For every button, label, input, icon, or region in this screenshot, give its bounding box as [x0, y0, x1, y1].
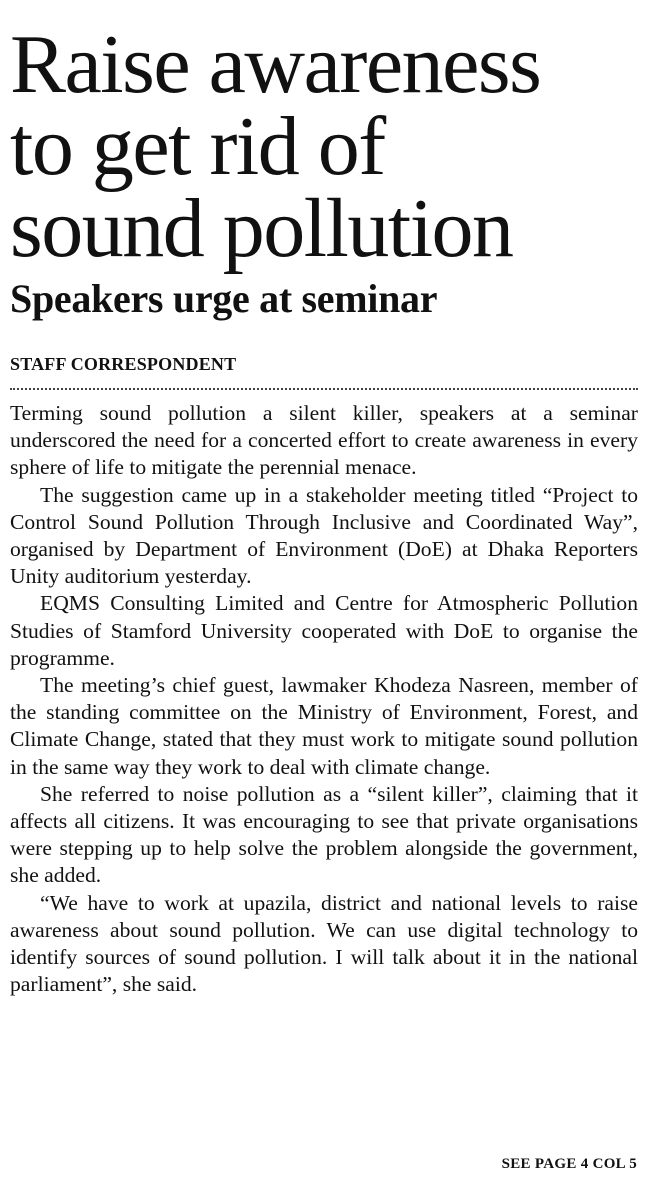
paragraph-3: EQMS Consulting Limited and Centre for Atmospheric Pollution Studies of Stamford University cooperated with DoE to organise the programme. [10, 591, 638, 670]
byline: STAFF CORRESPONDENT [10, 354, 237, 374]
subheadline: Speakers urge at seminar [10, 276, 438, 321]
news-article [10, 0, 638, 998]
article-body [10, 400, 638, 998]
headline-line-3: sound pollution [10, 182, 513, 275]
paragraph-5: She referred to noise pollution as a “silent killer”, claiming that it affects all citizens. It was encouraging to see that private organisations were stepping up to help solve the problem alongside the government, she added. [10, 781, 638, 888]
paragraph-6: “We have to work at upazila, district and national levels to raise awareness about sound pollution. We can use digital technology to identify sources of sound pollution. I will talk about it in the national parliament”, she said. [10, 890, 638, 997]
paragraph-4: The meeting’s chief guest, lawmaker Khodeza Nasreen, member of the standing committee on the Ministry of Environment, Forest, and Climate Change, stated that they must work to mitigate sound pollution in the same way they work to deal with climate change. [10, 673, 638, 779]
paragraph-2: The suggestion came up in a stakeholder meeting titled “Project to Control Sound Pollution Through Inclusive and Coordinated Way”, organised by Department of Environment (DoE) at Dhaka Reporters Unity auditorium yesterday. [10, 482, 638, 589]
headline [10, 18, 638, 275]
paragraph-1: Terming sound pollution a silent killer, speakers at a seminar underscored the need for a concerted effort to create awareness in every sphere of life to mitigate the perennial menace. [10, 401, 638, 480]
headline-line-2: to get rid of [10, 100, 385, 193]
dotted-divider [10, 388, 638, 390]
continuation-note: SEE PAGE 4 COL 5 [501, 1156, 637, 1172]
headline-line-1: Raise awareness [10, 18, 541, 111]
